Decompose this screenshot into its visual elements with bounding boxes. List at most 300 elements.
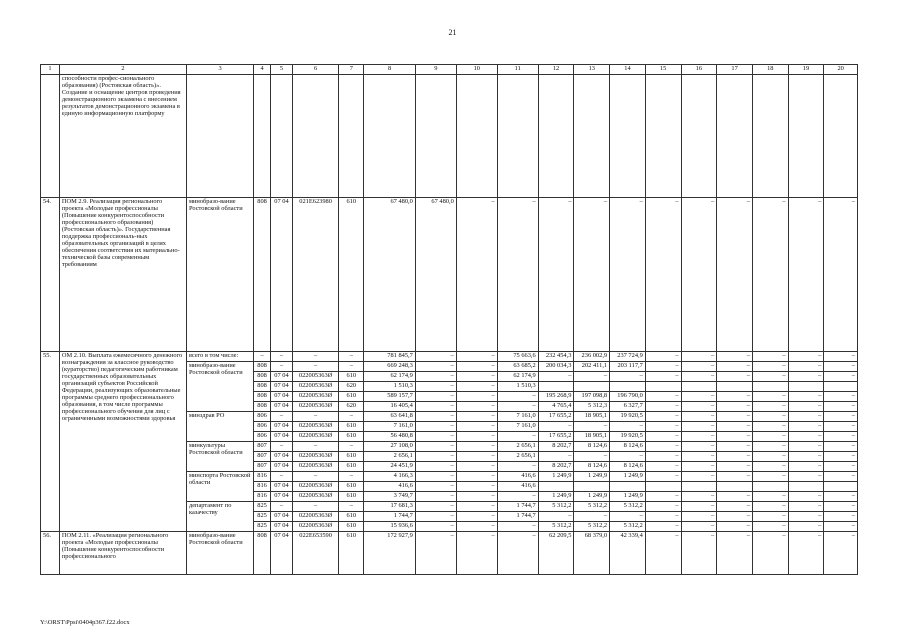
table-cell: – bbox=[824, 532, 858, 575]
table-cell: – bbox=[415, 392, 456, 402]
table-cell: 8 202,7 bbox=[538, 442, 574, 452]
table-cell: 07 04 bbox=[270, 422, 292, 432]
table-cell: – bbox=[415, 382, 456, 392]
table-cell: 202 411,1 bbox=[574, 362, 610, 372]
table-cell: – bbox=[645, 432, 681, 442]
column-number-row bbox=[41, 65, 858, 75]
table-cell: 1 510,3 bbox=[364, 382, 415, 392]
table-cell: – bbox=[415, 522, 456, 532]
column-number: 6 bbox=[293, 65, 339, 75]
table-cell: – bbox=[645, 492, 681, 502]
table-cell: 07 04 bbox=[270, 432, 292, 442]
table-cell: – bbox=[456, 362, 497, 372]
table-cell: – bbox=[293, 412, 339, 422]
table-cell: – bbox=[645, 462, 681, 472]
table-cell: – bbox=[538, 452, 574, 462]
table-cell: – bbox=[824, 492, 858, 502]
table-cell: 416,6 bbox=[497, 482, 538, 492]
column-number: 18 bbox=[752, 65, 788, 75]
table-cell: – bbox=[824, 402, 858, 412]
table-cell: – bbox=[717, 422, 753, 432]
table-cell: – bbox=[497, 532, 538, 575]
table-cell: 8 202,7 bbox=[538, 462, 574, 472]
table-cell: 62 209,5 bbox=[538, 532, 574, 575]
table-cell: 022005363Ø bbox=[293, 462, 339, 472]
table-cell bbox=[293, 75, 339, 198]
table-cell: 07 04 bbox=[270, 452, 292, 462]
table-cell: 07 04 bbox=[270, 492, 292, 502]
table-cell: 07 04 bbox=[270, 392, 292, 402]
table-cell: – bbox=[788, 432, 824, 442]
table-cell: – bbox=[415, 482, 456, 492]
table-cell: – bbox=[254, 352, 271, 362]
table-cell: 63 685,2 bbox=[497, 362, 538, 372]
table-cell: 825 bbox=[254, 522, 271, 532]
column-number: 17 bbox=[717, 65, 753, 75]
table-cell: – bbox=[415, 492, 456, 502]
table-cell: 022005363Ø bbox=[293, 482, 339, 492]
table-cell: – bbox=[293, 502, 339, 512]
table-cell: – bbox=[824, 372, 858, 382]
table-cell: – bbox=[456, 512, 497, 522]
table-cell: – bbox=[645, 472, 681, 482]
table-cell: 3 749,7 bbox=[364, 492, 415, 502]
table-row bbox=[41, 75, 858, 198]
table-cell: – bbox=[681, 352, 717, 362]
column-number: 4 bbox=[254, 65, 271, 75]
table-cell: – bbox=[717, 532, 753, 575]
table-cell: 1 249,9 bbox=[610, 492, 646, 502]
table-cell: – bbox=[681, 372, 717, 382]
table-cell: – bbox=[824, 362, 858, 372]
table-cell: – bbox=[456, 452, 497, 462]
table-cell: – bbox=[456, 472, 497, 482]
table-cell: – bbox=[339, 472, 364, 482]
table-cell: 62 174,9 bbox=[497, 372, 538, 382]
table-cell: – bbox=[752, 402, 788, 412]
table-cell: 19 920,5 bbox=[610, 412, 646, 422]
column-number: 8 bbox=[364, 65, 415, 75]
table-cell: – bbox=[456, 502, 497, 512]
table-cell: – bbox=[456, 422, 497, 432]
table-cell: 172 927,9 bbox=[364, 532, 415, 575]
table-cell: – bbox=[339, 442, 364, 452]
table-cell: 67 480,0 bbox=[415, 198, 456, 352]
table-cell: 07 04 bbox=[270, 482, 292, 492]
table-cell bbox=[681, 75, 717, 198]
table-cell: – bbox=[717, 462, 753, 472]
table-cell bbox=[681, 382, 717, 392]
table-cell: – bbox=[645, 502, 681, 512]
table-cell: – bbox=[574, 372, 610, 382]
table-cell: 816 bbox=[254, 482, 271, 492]
table-cell: – bbox=[717, 352, 753, 362]
executor: минспорта Ростовской области bbox=[186, 472, 253, 502]
table-cell: – bbox=[681, 392, 717, 402]
table-cell bbox=[717, 482, 753, 492]
table-cell: 808 bbox=[254, 372, 271, 382]
table-cell: – bbox=[752, 372, 788, 382]
table-cell: – bbox=[415, 452, 456, 462]
table-cell: 5 312,2 bbox=[610, 522, 646, 532]
column-number: 2 bbox=[59, 65, 186, 75]
table-cell: 620 bbox=[339, 382, 364, 392]
table-cell: – bbox=[717, 392, 753, 402]
table-cell: – bbox=[497, 492, 538, 502]
table-cell: 27 108,0 bbox=[364, 442, 415, 452]
column-number: 16 bbox=[681, 65, 717, 75]
table-cell: – bbox=[270, 472, 292, 482]
table-cell: – bbox=[538, 422, 574, 432]
budget-table bbox=[40, 64, 858, 575]
table-cell: 808 bbox=[254, 382, 271, 392]
table-cell bbox=[645, 75, 681, 198]
table-cell: – bbox=[824, 462, 858, 472]
table-cell: 68 379,0 bbox=[574, 532, 610, 575]
table-cell: 022005363Ø bbox=[293, 382, 339, 392]
column-number: 12 bbox=[538, 65, 574, 75]
table-cell: – bbox=[717, 512, 753, 522]
table-cell: – bbox=[752, 522, 788, 532]
table-cell: 17 655,2 bbox=[538, 432, 574, 442]
table-cell bbox=[270, 75, 292, 198]
table-cell: – bbox=[824, 352, 858, 362]
column-number: 11 bbox=[497, 65, 538, 75]
table-cell: – bbox=[645, 442, 681, 452]
measure-name: ПОМ 2.11. «Реализация регионального проекта «Молодые профессионалы (Повышение конкурентоспособности профессионального bbox=[59, 532, 186, 575]
table-cell: – bbox=[270, 502, 292, 512]
table-cell: – bbox=[752, 412, 788, 422]
table-cell: 808 bbox=[254, 362, 271, 372]
table-cell: – bbox=[717, 442, 753, 452]
table-cell: – bbox=[752, 432, 788, 442]
table-cell: 807 bbox=[254, 452, 271, 462]
table-cell: 75 663,6 bbox=[497, 352, 538, 362]
table-cell: – bbox=[645, 522, 681, 532]
table-cell: – bbox=[752, 462, 788, 472]
table-cell: – bbox=[339, 412, 364, 422]
table-cell: – bbox=[681, 412, 717, 422]
table-cell: – bbox=[824, 512, 858, 522]
table-cell: 022005363Ø bbox=[293, 522, 339, 532]
table-cell: – bbox=[415, 442, 456, 452]
table-cell: 825 bbox=[254, 512, 271, 522]
table-cell bbox=[610, 482, 646, 492]
table-cell bbox=[574, 382, 610, 392]
table-cell: 022005363Ø bbox=[293, 492, 339, 502]
table-cell: 022005363Ø bbox=[293, 512, 339, 522]
table-cell bbox=[538, 482, 574, 492]
table-cell: – bbox=[788, 392, 824, 402]
table-cell: – bbox=[415, 352, 456, 362]
table-cell: – bbox=[681, 198, 717, 352]
table-cell: – bbox=[645, 362, 681, 372]
table-cell: 203 117,7 bbox=[610, 362, 646, 372]
table-cell: – bbox=[645, 372, 681, 382]
table-cell: 1 249,9 bbox=[610, 472, 646, 482]
table-cell: – bbox=[645, 352, 681, 362]
table-cell: – bbox=[497, 402, 538, 412]
table-cell: – bbox=[788, 422, 824, 432]
table-cell: – bbox=[788, 512, 824, 522]
table-cell: – bbox=[610, 198, 646, 352]
table-cell: 1 249,9 bbox=[538, 472, 574, 482]
table-cell: – bbox=[824, 432, 858, 442]
table-cell: – bbox=[645, 402, 681, 412]
table-cell: – bbox=[293, 352, 339, 362]
table-cell: 781 845,7 bbox=[364, 352, 415, 362]
table-cell: – bbox=[681, 452, 717, 462]
table-cell: – bbox=[456, 492, 497, 502]
table-cell: – bbox=[497, 522, 538, 532]
table-cell: – bbox=[339, 352, 364, 362]
column-number: 15 bbox=[645, 65, 681, 75]
table-cell: – bbox=[717, 372, 753, 382]
table-cell: 808 bbox=[254, 532, 271, 575]
table-cell: 2 656,1 bbox=[497, 442, 538, 452]
table-cell: 6 327,7 bbox=[610, 402, 646, 412]
table-cell: – bbox=[824, 442, 858, 452]
table-cell: – bbox=[538, 512, 574, 522]
column-number: 10 bbox=[456, 65, 497, 75]
table-cell: 610 bbox=[339, 432, 364, 442]
table-cell: – bbox=[752, 422, 788, 432]
table-cell: 4 166,3 bbox=[364, 472, 415, 482]
table-cell: 67 480,0 bbox=[364, 198, 415, 352]
table-cell: – bbox=[270, 352, 292, 362]
table-cell: – bbox=[717, 502, 753, 512]
table-cell: – bbox=[681, 442, 717, 452]
table-cell: – bbox=[788, 402, 824, 412]
table-cell: – bbox=[293, 362, 339, 372]
table-cell: – bbox=[752, 512, 788, 522]
table-cell: – bbox=[788, 452, 824, 462]
table-cell: 7 161,0 bbox=[497, 422, 538, 432]
table-cell: 7 161,0 bbox=[497, 412, 538, 422]
table-cell: 232 454,3 bbox=[538, 352, 574, 362]
table-cell: – bbox=[752, 198, 788, 352]
table-cell: – bbox=[788, 492, 824, 502]
page-number: 21 bbox=[448, 28, 457, 37]
table-cell: – bbox=[456, 442, 497, 452]
row-number: 55. bbox=[41, 352, 60, 532]
table-cell: – bbox=[497, 432, 538, 442]
table-cell bbox=[752, 75, 788, 198]
table-cell: 022005363Ø bbox=[293, 452, 339, 462]
table-cell: – bbox=[752, 532, 788, 575]
table-cell: – bbox=[456, 382, 497, 392]
table-cell: – bbox=[717, 522, 753, 532]
table-cell: 07 04 bbox=[270, 532, 292, 575]
table-cell: – bbox=[538, 372, 574, 382]
table-cell: – bbox=[681, 492, 717, 502]
table-cell: 610 bbox=[339, 422, 364, 432]
table-cell: – bbox=[752, 362, 788, 372]
table-cell: 021Е623980 bbox=[293, 198, 339, 352]
table-cell: 416,6 bbox=[364, 482, 415, 492]
table-cell: 07 04 bbox=[270, 402, 292, 412]
table-cell: – bbox=[788, 502, 824, 512]
column-number: 3 bbox=[186, 65, 253, 75]
table-cell bbox=[752, 482, 788, 492]
table-cell: – bbox=[788, 462, 824, 472]
table-cell: 5 312,2 bbox=[574, 522, 610, 532]
table-cell: 7 161,0 bbox=[364, 422, 415, 432]
table-cell bbox=[645, 482, 681, 492]
table-cell: – bbox=[415, 412, 456, 422]
table-cell: 816 bbox=[254, 492, 271, 502]
table-cell: 63 641,8 bbox=[364, 412, 415, 422]
table-cell: 610 bbox=[339, 492, 364, 502]
table-cell: – bbox=[456, 522, 497, 532]
table-cell: 8 124,6 bbox=[574, 462, 610, 472]
table-cell bbox=[574, 75, 610, 198]
table-cell: 56 480,8 bbox=[364, 432, 415, 442]
table-cell: 8 124,6 bbox=[574, 442, 610, 452]
table-cell: 16 405,4 bbox=[364, 402, 415, 412]
table-cell: 8 124,6 bbox=[610, 462, 646, 472]
executor: минобразо-вание Ростовской области bbox=[186, 532, 253, 575]
table-cell: 806 bbox=[254, 432, 271, 442]
table-cell: – bbox=[415, 432, 456, 442]
table-cell: – bbox=[717, 452, 753, 462]
executor: минздрав РО bbox=[186, 412, 253, 442]
table-cell: – bbox=[497, 198, 538, 352]
table-cell bbox=[574, 482, 610, 492]
table-cell: 07 04 bbox=[270, 372, 292, 382]
table-cell bbox=[717, 75, 753, 198]
table-cell: – bbox=[456, 352, 497, 362]
table-cell: – bbox=[824, 452, 858, 462]
table-cell: – bbox=[788, 362, 824, 372]
column-number: 5 bbox=[270, 65, 292, 75]
footer-file-path: Y:\ORST\Ppsi\0404p367.f22.docx bbox=[40, 619, 130, 626]
table-cell: 808 bbox=[254, 198, 271, 352]
table-cell: – bbox=[456, 392, 497, 402]
table-cell: – bbox=[824, 392, 858, 402]
table-cell bbox=[788, 75, 824, 198]
executor: всего в том числе: bbox=[186, 352, 253, 362]
table-cell: – bbox=[788, 372, 824, 382]
table-cell: – bbox=[574, 452, 610, 462]
table-cell bbox=[538, 382, 574, 392]
table-cell: – bbox=[681, 502, 717, 512]
table-cell: – bbox=[645, 392, 681, 402]
table-cell: 610 bbox=[339, 198, 364, 352]
table-cell: 07 04 bbox=[270, 462, 292, 472]
table-cell: 610 bbox=[339, 462, 364, 472]
table-cell: – bbox=[717, 362, 753, 372]
table-cell: 237 724,9 bbox=[610, 352, 646, 362]
table-cell: – bbox=[293, 472, 339, 482]
table-cell: – bbox=[415, 512, 456, 522]
table-cell: 1 744,7 bbox=[364, 512, 415, 522]
table-cell bbox=[717, 382, 753, 392]
column-number: 19 bbox=[788, 65, 824, 75]
table-cell: – bbox=[645, 412, 681, 422]
table-cell bbox=[752, 382, 788, 392]
table-cell: – bbox=[824, 198, 858, 352]
column-number: 13 bbox=[574, 65, 610, 75]
table-cell: 5 312,2 bbox=[538, 522, 574, 532]
table-cell: – bbox=[717, 412, 753, 422]
column-number: 1 bbox=[41, 65, 60, 75]
table-cell: 5 312,3 bbox=[574, 402, 610, 412]
column-number: 14 bbox=[610, 65, 646, 75]
row-number bbox=[41, 75, 60, 198]
table-cell: – bbox=[681, 532, 717, 575]
measure-name: ОМ 2.10. Выплата ежемесячного денежного вознаграждения за классное руководство (кураторство) педагогическим работникам государственных образовательных организаций субъектов Российской Федерации, реализующих образовательные программы среднего профессионального образования, в том числе программы профессионального обучения для лиц с ограниченными возможностями здоровья bbox=[59, 352, 186, 532]
table-cell: – bbox=[788, 352, 824, 362]
table-cell: 07 04 bbox=[270, 382, 292, 392]
table-cell: – bbox=[752, 492, 788, 502]
table-cell: – bbox=[824, 422, 858, 432]
table-cell: 18 905,1 bbox=[574, 412, 610, 422]
table-cell: 416,6 bbox=[497, 472, 538, 482]
table-cell: – bbox=[681, 522, 717, 532]
table-cell: – bbox=[270, 362, 292, 372]
column-number: 20 bbox=[824, 65, 858, 75]
table-cell: 5 312,2 bbox=[538, 502, 574, 512]
table-cell: – bbox=[415, 362, 456, 372]
table-cell: 4 765,4 bbox=[538, 402, 574, 412]
table-cell: – bbox=[415, 532, 456, 575]
table-cell: 610 bbox=[339, 452, 364, 462]
table-cell bbox=[364, 75, 415, 198]
table-cell: 610 bbox=[339, 532, 364, 575]
table-cell: – bbox=[645, 532, 681, 575]
table-cell: – bbox=[574, 422, 610, 432]
table-cell: – bbox=[717, 402, 753, 412]
table-cell bbox=[645, 382, 681, 392]
table-cell: – bbox=[645, 452, 681, 462]
table-cell: – bbox=[681, 402, 717, 412]
table-cell: – bbox=[456, 372, 497, 382]
table-cell: – bbox=[681, 432, 717, 442]
table-cell: – bbox=[538, 198, 574, 352]
executor: минобразо-вание Ростовской области bbox=[186, 362, 253, 412]
table-cell: – bbox=[645, 422, 681, 432]
table-cell: 610 bbox=[339, 512, 364, 522]
table-cell: 1 744,7 bbox=[497, 502, 538, 512]
table-cell: 825 bbox=[254, 502, 271, 512]
table-cell: 808 bbox=[254, 402, 271, 412]
table-cell: 022005363Ø bbox=[293, 422, 339, 432]
table-cell: – bbox=[270, 442, 292, 452]
table-cell bbox=[788, 482, 824, 492]
table-cell: – bbox=[788, 472, 824, 482]
table-cell: – bbox=[415, 472, 456, 482]
table-row bbox=[41, 352, 858, 362]
table-cell: 5 312,2 bbox=[574, 502, 610, 512]
table-cell: 610 bbox=[339, 392, 364, 402]
table-cell: 195 268,9 bbox=[538, 392, 574, 402]
table-cell: – bbox=[824, 412, 858, 422]
table-cell bbox=[824, 482, 858, 492]
table-cell: 022005363Ø bbox=[293, 372, 339, 382]
table-cell: – bbox=[788, 532, 824, 575]
table-cell: – bbox=[681, 362, 717, 372]
table-cell: 022005363Ø bbox=[293, 392, 339, 402]
table-cell: – bbox=[456, 462, 497, 472]
table-cell: 589 157,7 bbox=[364, 392, 415, 402]
table-cell: – bbox=[456, 432, 497, 442]
table-cell: – bbox=[456, 532, 497, 575]
table-cell: – bbox=[681, 512, 717, 522]
table-cell: 07 04 bbox=[270, 522, 292, 532]
table-cell: – bbox=[339, 362, 364, 372]
table-cell: 1 249,9 bbox=[538, 492, 574, 502]
